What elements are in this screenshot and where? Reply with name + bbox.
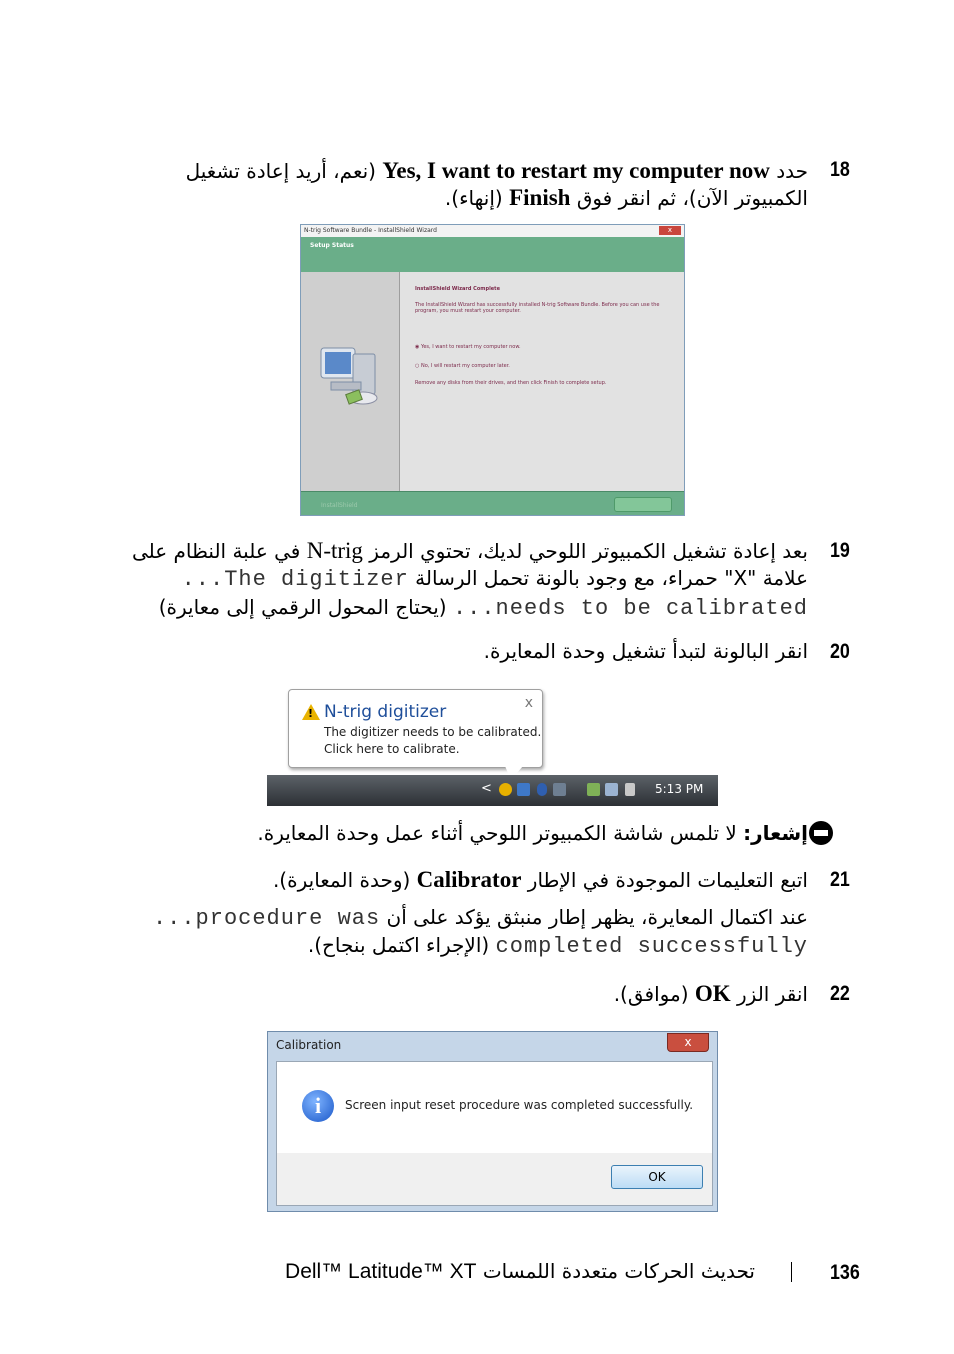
radio-no-restart[interactable]: ○ No, I will restart my computer later. [415, 363, 510, 369]
notice-label: إشعار: [743, 821, 808, 845]
footer-section: تحديث الحركات متعددة اللمسات [482, 1259, 755, 1283]
battery-icon[interactable] [587, 783, 600, 796]
step-19-text: في علبة النظام على [131, 539, 307, 563]
wizard-close-button[interactable]: x [659, 226, 681, 235]
wizard-content [400, 272, 684, 491]
step-21-text: (الإجراء اكتمل بنجاح). [307, 933, 496, 957]
step-21-text: عند اكتمال المعايرة، يظهر إطار منبثق يؤكد على أن [380, 905, 808, 929]
step-19-text: (يحتاج المحول الرقمي إلى معايرة) [158, 595, 453, 619]
wizard-side-panel [301, 272, 400, 491]
wizard-title: N-trig Software Bundle - InstallShield Wizard [304, 227, 437, 234]
step-22-line [614, 980, 808, 1008]
footer-product: Dell™ Latitude™ XT [285, 1260, 477, 1283]
dialog-message: Screen input reset procedure was completed successfully. [345, 1098, 694, 1112]
dialog-footer [276, 1153, 713, 1206]
tray-chevron-icon[interactable]: < [481, 781, 492, 796]
step-19-line-2 [182, 565, 808, 593]
step-18-text: الكمبيوتر الآن)، ثم انقر فوق [570, 186, 808, 210]
taskbar [267, 775, 718, 806]
dialog-body [276, 1061, 713, 1155]
notice-body: لا تلمس شاشة الكمبيوتر اللوحي أثناء عمل وحدة المعايرة. [257, 821, 744, 845]
volume-icon[interactable] [625, 783, 635, 796]
step-19-line-3 [159, 594, 808, 622]
balloon-close-button[interactable]: x [524, 695, 533, 711]
restart-option-label: Yes, I want to restart my computer now [382, 158, 770, 183]
radio-yes-restart[interactable]: ◉ Yes, I want to restart my computer now. [415, 344, 521, 350]
info-icon: i [302, 1090, 334, 1122]
step-21-number: 21 [830, 868, 850, 891]
wizard-titlebar [301, 225, 684, 237]
dialog-close-button[interactable]: x [667, 1033, 709, 1052]
step-21-text: (وحدة المعايرة). [272, 868, 417, 892]
ntrig-tray-icon[interactable] [499, 783, 512, 796]
dialog-title: Calibration [276, 1038, 342, 1052]
page-number: 136 [830, 1261, 860, 1284]
footer-title [285, 1258, 755, 1285]
warning-icon: ! [302, 704, 320, 720]
step-21-line-2 [153, 904, 808, 932]
balloon-title: N-trig digitizer [324, 702, 447, 722]
computer-icon [317, 342, 387, 412]
wizard-footer [301, 491, 684, 515]
finish-label: Finish [509, 185, 571, 210]
ok-label: OK [694, 981, 731, 1006]
calibrator-label: Calibrator [416, 867, 522, 892]
radio-no-label: No, I will restart my computer later. [420, 363, 510, 369]
notice-text [257, 820, 808, 847]
bluetooth-icon[interactable] [537, 783, 547, 796]
notice-icon [808, 820, 834, 846]
wizard-finish-button[interactable] [614, 497, 672, 512]
procedure-message-code: procedure was... [152, 906, 381, 931]
step-21-line-1 [273, 866, 808, 894]
display-icon[interactable] [605, 783, 618, 796]
completed-message-code: completed successfully [495, 934, 808, 959]
network-error-icon[interactable] [517, 783, 530, 796]
digitizer-message-code: The digitizer... [181, 567, 409, 592]
radio-yes-label: Yes, I want to restart my computer now. [420, 344, 521, 350]
step-22-text: انقر الزر [730, 982, 808, 1006]
installshield-brand: InstallShield [321, 502, 358, 509]
step-20-text: انقر البالونة لتبدأ تشغيل وحدة المعايرة. [483, 639, 808, 663]
step-18-number: 18 [830, 158, 850, 181]
pen-tablet-icon[interactable] [553, 783, 566, 796]
step-18-text: (إنهاء). [444, 186, 510, 210]
ok-button[interactable]: OK [611, 1165, 703, 1189]
balloon-line-1: The digitizer needs to be calibrated. [324, 725, 542, 739]
balloon-line-2: Click here to calibrate. [324, 742, 460, 756]
tray-clock[interactable]: 5:13 PM [655, 782, 704, 796]
wizard-heading: InstallShield Wizard Complete [415, 286, 500, 292]
step-18-text: حدد [769, 159, 808, 183]
step-18-line-2 [445, 184, 808, 212]
installshield-wizard-screenshot [300, 224, 685, 516]
step-19-text: علامة "X" حمراء، مع وجود بالونة تحمل الرسالة [408, 566, 808, 590]
step-21-text: اتبع التعليمات الموجودة في الإطار [521, 868, 808, 892]
ntrig-label: N-trig [306, 538, 363, 563]
step-20-number: 20 [830, 640, 850, 663]
step-22-text: (موافق). [613, 982, 695, 1006]
step-18-line-1 [186, 157, 808, 185]
step-21-line-3 [308, 932, 808, 960]
step-19-number: 19 [830, 539, 850, 562]
ntrig-balloon[interactable] [288, 689, 543, 768]
footer-divider [791, 1262, 792, 1282]
wizard-remove-note: Remove any disks from their drives, and then click Finish to complete setup. [415, 380, 607, 386]
step-18-text: (نعم، أريد إعادة تشغيل [185, 159, 383, 183]
step-19-line-1 [132, 537, 808, 565]
step-22-number: 22 [830, 982, 850, 1005]
wizard-description: The InstallShield Wizard has successfully installed N-trig Software Bundle. Before you can use the program, you must restart your computer. [415, 302, 660, 314]
step-19-text: بعد إعادة تشغيل الكمبيوتر اللوحي لديك، تحتوي الرمز [362, 539, 808, 563]
wizard-header: Setup Status [301, 237, 684, 272]
calibration-dialog [267, 1031, 718, 1212]
calibrate-message-code: needs to be calibrated... [452, 596, 808, 621]
